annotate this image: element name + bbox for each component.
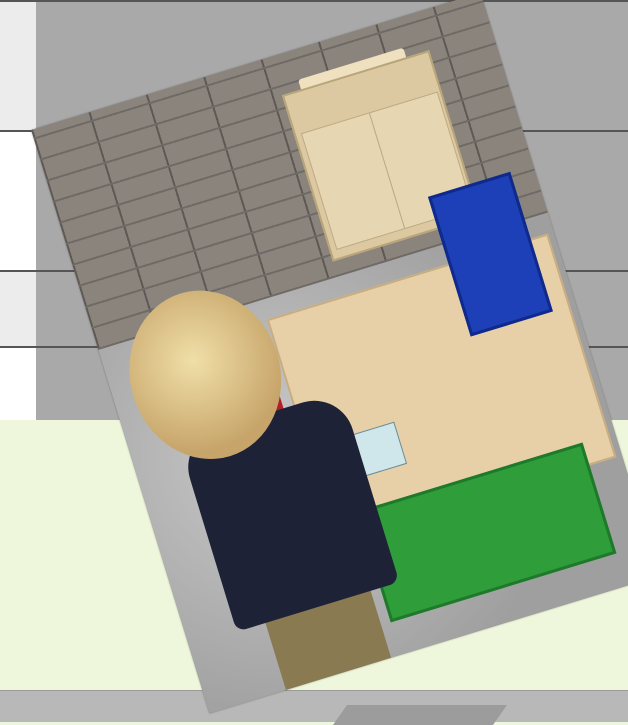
left-cell-1 bbox=[0, 0, 36, 130]
left-cell-3 bbox=[0, 270, 36, 346]
left-column bbox=[0, 0, 36, 420]
left-cell-2 bbox=[0, 130, 36, 270]
footer-band bbox=[0, 690, 628, 722]
left-cell-4 bbox=[0, 346, 36, 420]
footer-decoration bbox=[333, 705, 507, 725]
row-divider bbox=[0, 0, 628, 2]
